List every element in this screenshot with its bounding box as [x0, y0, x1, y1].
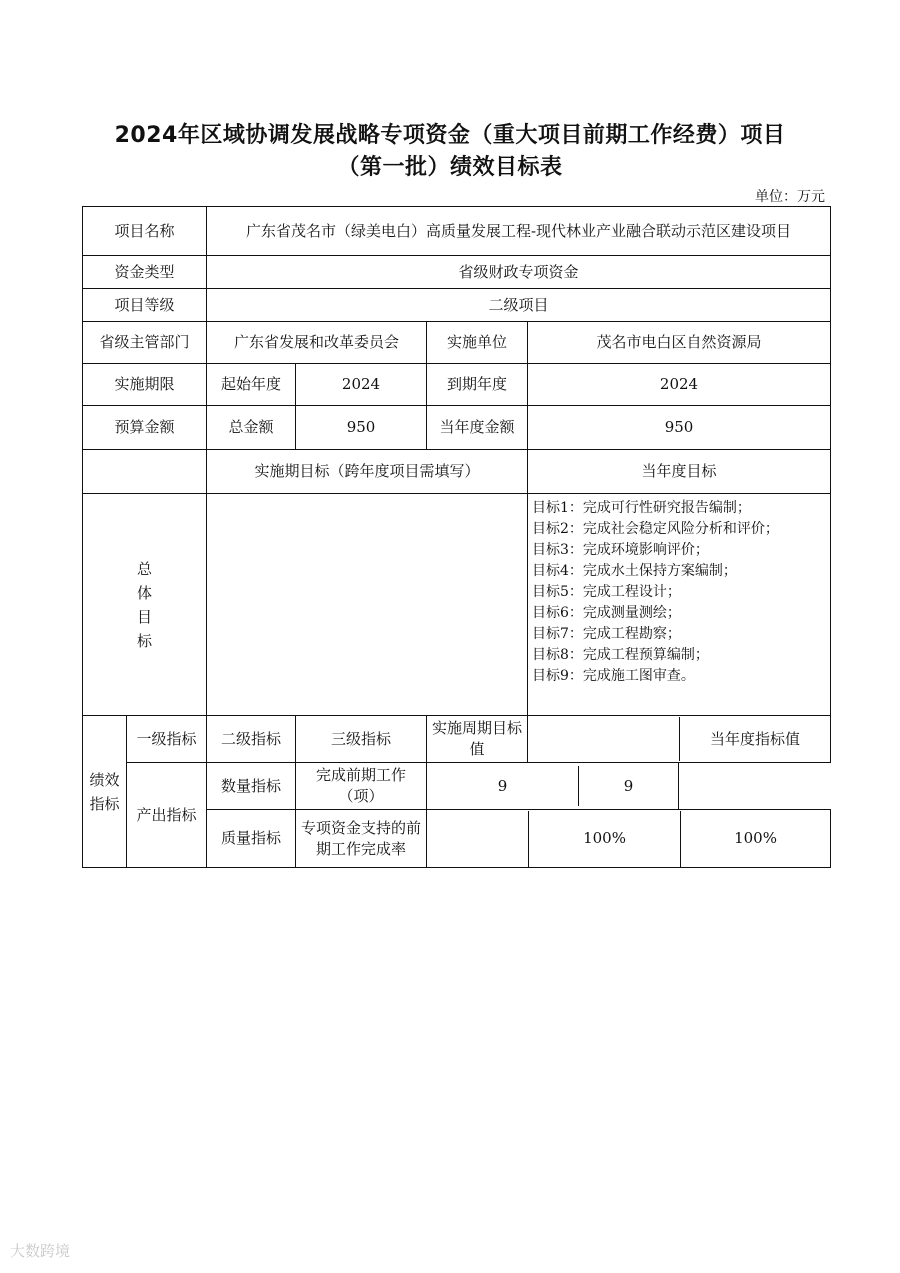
- year-goal-item: 目标3：完成环境影响评价；: [532, 542, 709, 558]
- page-title-line-1: 2024年区域协调发展战略专项资金（重大项目前期工作经费）项目: [114, 123, 786, 148]
- budget-label: 预算金额: [83, 406, 207, 450]
- indicator-spacer: [427, 811, 529, 867]
- start-year-label: 起始年度: [207, 364, 296, 406]
- unit-label: 单位：万元: [755, 189, 825, 205]
- year-amount-value: 950: [528, 406, 831, 450]
- indicator-row: [83, 763, 831, 810]
- year-amount-label: 当年度金额: [427, 406, 528, 450]
- indicator-values: [427, 810, 831, 868]
- year-goal-item: 目标2：完成社会稳定风险分析和评价；: [532, 521, 779, 537]
- level1-header: 一级指标: [127, 716, 207, 763]
- year-goal-item: 目标6：完成测量测绘；: [532, 605, 681, 621]
- indicator-year-value: 100%: [734, 829, 777, 847]
- year-goal-item: 目标4：完成水土保持方案编制；: [532, 563, 737, 579]
- dept-value: 广东省发展和改革委员会: [207, 322, 427, 364]
- overall-goal-char: 体: [137, 583, 153, 602]
- watermark: 大数跨境: [10, 1242, 71, 1260]
- year-goal-item: 目标9：完成施工图审查。: [532, 668, 695, 684]
- row-period: [83, 364, 831, 406]
- year-goal-list: [528, 494, 831, 716]
- performance-label-line: 指标: [89, 794, 120, 813]
- performance-target-table: [82, 206, 831, 868]
- overall-goal-char: 标: [137, 631, 153, 650]
- performance-indicator-label: [83, 716, 127, 868]
- overall-goal-char: 目: [137, 607, 153, 626]
- fund-type-label: 资金类型: [83, 256, 207, 289]
- year-goal-item: 目标1：完成可行性研究报告编制；: [532, 500, 751, 516]
- dept-label: 省级主管部门: [83, 322, 207, 364]
- year-target-header: 当年度指标值: [710, 729, 801, 748]
- indicator-period-value: 100%: [529, 811, 681, 867]
- level2-header: 二级指标: [207, 716, 296, 763]
- year-goal-item: 目标8：完成工程预算编制；: [532, 647, 709, 663]
- fund-type-value: 省级财政专项资金: [207, 256, 831, 289]
- indicator-level2: 质量指标: [207, 810, 296, 868]
- start-year-value: 2024: [296, 364, 427, 406]
- indicator-period-value: 9: [427, 766, 579, 806]
- row-project-name: [83, 207, 831, 256]
- goal-header-blank: [83, 450, 207, 494]
- end-year-value: 2024: [528, 364, 831, 406]
- row-level: [83, 289, 831, 322]
- page-title-line-2: （第一批）绩效目标表: [337, 155, 563, 180]
- performance-label-line: 绩效: [89, 770, 120, 789]
- period-target-header: 实施周期目标值: [427, 716, 528, 763]
- project-level-value: 二级项目: [207, 289, 831, 322]
- level3-header: 三级指标: [296, 716, 427, 763]
- row-budget: [83, 406, 831, 450]
- indicator-year-value: 9: [623, 776, 634, 795]
- indicator-level3: 完成前期工作（项）: [296, 763, 427, 810]
- year-target-header-group: [528, 716, 831, 763]
- period-goal-value: [207, 494, 528, 716]
- row-fund-type: [83, 256, 831, 289]
- total-amount-value: 950: [296, 406, 427, 450]
- overall-goal-char: 总: [137, 559, 153, 578]
- impl-unit-label: 实施单位: [427, 322, 528, 364]
- row-department: [83, 322, 831, 364]
- period-label: 实施期限: [83, 364, 207, 406]
- project-name-value: 广东省茂名市（绿美电白）高质量发展工程-现代林业产业融合联动示范区建设项目: [207, 207, 831, 256]
- row-indicator-headers: [83, 716, 831, 763]
- year-goal-header: 当年度目标: [528, 450, 831, 494]
- total-amount-label: 总金额: [207, 406, 296, 450]
- project-name-label: 项目名称: [83, 207, 207, 256]
- year-goal-item: 目标7：完成工程勘察；: [532, 626, 681, 642]
- year-goal-item: 目标5：完成工程设计；: [532, 584, 681, 600]
- impl-unit-value: 茂名市电白区自然资源局: [528, 322, 831, 364]
- period-target-header-cell: [528, 717, 680, 761]
- row-goal-headers: [83, 450, 831, 494]
- output-indicator-label: 产出指标: [127, 763, 207, 868]
- period-goal-header: 实施期目标（跨年度项目需填写）: [207, 450, 528, 494]
- end-year-label: 到期年度: [427, 364, 528, 406]
- overall-goal-label: [83, 494, 207, 716]
- project-level-label: 项目等级: [83, 289, 207, 322]
- row-overall-goal: [83, 494, 831, 716]
- indicator-level2: 数量指标: [207, 763, 296, 810]
- indicator-level3: 专项资金支持的前期工作完成率: [296, 810, 427, 868]
- indicator-values: [427, 763, 679, 810]
